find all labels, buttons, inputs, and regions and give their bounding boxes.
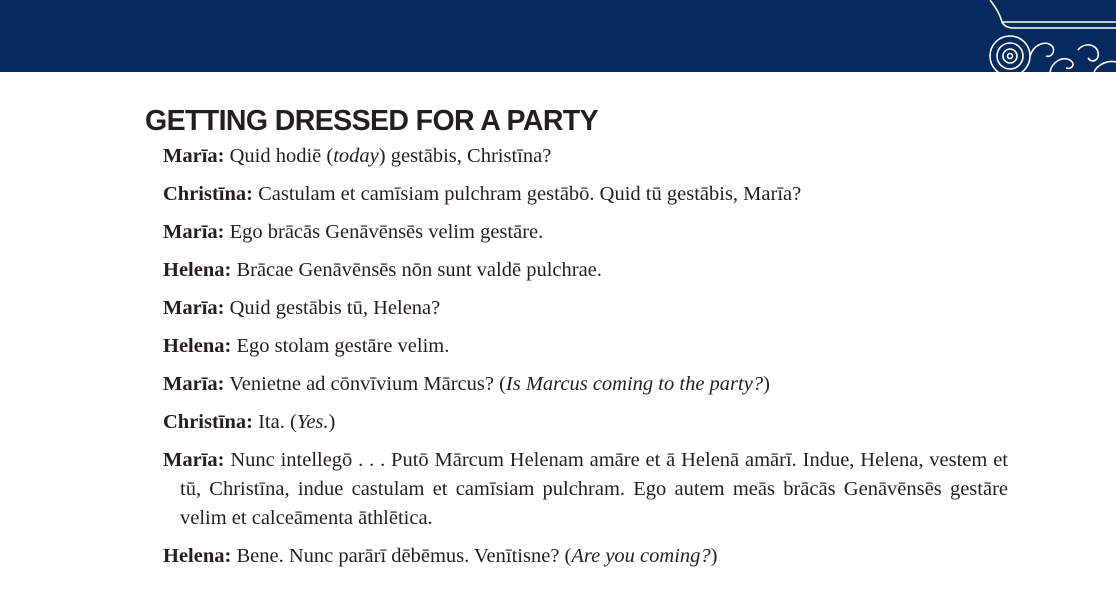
dialogue-text: Ego brācās Genāvēnsēs velim gestāre. [224,221,544,243]
dialogue-line [163,180,1008,209]
page-title: GETTING DRESSED FOR A PARTY [145,105,599,137]
dialogue-text: Brācae Genāvēnsēs nōn sunt valdē pulchrae. [231,259,602,281]
dialogue-line [163,218,1008,247]
speaker-name: Christīna: [163,411,253,433]
header-banner [0,0,1116,72]
dialogue-line [163,446,1008,533]
translation-gloss: Is Marcus coming to the party? [505,373,764,395]
dialogue-line [163,408,1008,437]
dialogue-text: ) [763,373,770,395]
dialogue-line [163,256,1008,285]
dialogue-line [163,332,1008,361]
dialogue-text: Bene. Nunc parārī dēbēmus. Venītisne? ( [231,545,572,567]
dialogue-text: ) gestābis, Christīna? [378,145,552,167]
ionic-capital-icon [986,0,1116,72]
speaker-name: Marīa: [163,297,225,319]
dialogue-line [163,294,1008,323]
dialogue-text: ) [710,545,718,567]
speaker-name: Marīa: [163,221,225,243]
dialogue-text: Nunc intellegō . . . Putō Mārcum Helenam amāre et ā Helenā amārī. Indue, Helena, vestem et tū, Christīna, indue castulam et camīsiam pulchram. Ego autem meās brācās Genāvēnsēs gestāre velim et calceāmenta āthlētica. [180,449,1008,529]
dialogue-text: Castulam et camīsiam pulchram gestābō. Quid tū gestābis, Marīa? [252,183,802,205]
dialogue-text: Quid gestābis tū, Helena? [224,297,441,319]
speaker-name: Helena: [163,335,232,357]
translation-gloss: today [333,145,379,167]
dialogue-text: Venietne ad cōnvīvium Mārcus? ( [224,373,506,395]
translation-gloss: Are you coming? [571,545,711,567]
dialogue-text: Quid hodiē ( [224,145,334,167]
speaker-name: Marīa: [163,373,225,395]
dialogue-line [163,370,1008,399]
dialogue-text: ) [328,411,336,433]
dialogue-line [163,142,1008,171]
dialogue-text: Ego stolam gestāre velim. [231,335,450,357]
speaker-name: Helena: [163,545,232,567]
dialogue-text: Ita. ( [252,411,297,433]
speaker-name: Marīa: [163,449,225,471]
speaker-name: Marīa: [163,145,225,167]
translation-gloss: Yes. [296,411,329,433]
speaker-name: Christīna: [163,183,253,205]
dialogue-line [163,542,1008,571]
dialogue-list [163,142,1008,580]
speaker-name: Helena: [163,259,232,281]
